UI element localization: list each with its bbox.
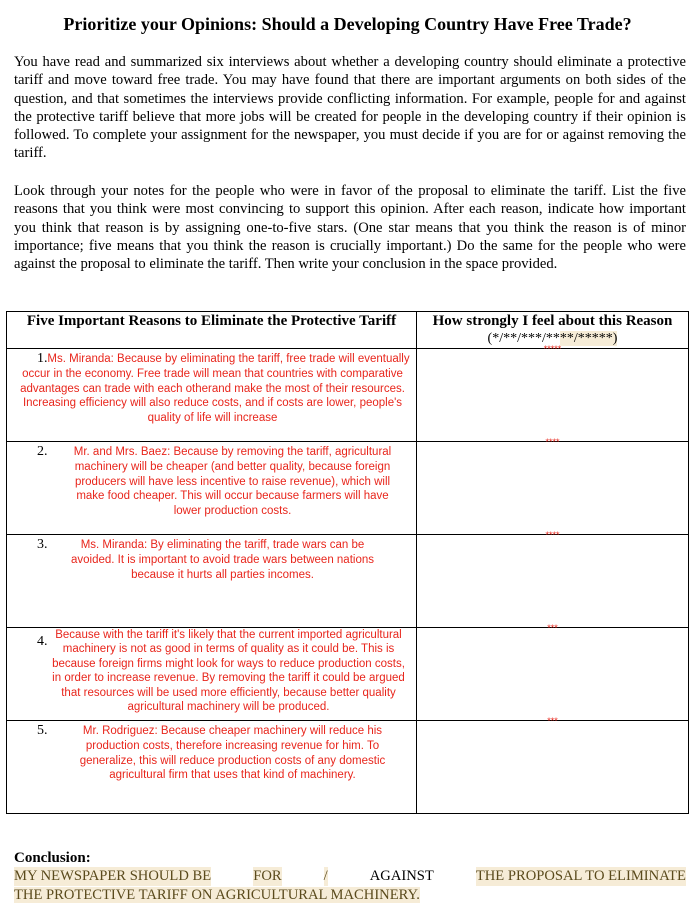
conclusion-for-option[interactable]: FOR [253,868,282,884]
table-row [7,349,689,442]
conclusion-slash: / [323,868,328,884]
star-rating: **** [545,530,560,540]
intro-paragraph: You have read and summarized six interviews about whether a developing country should eliminate a protective tariff and move toward free trade. You may have found that there are important arguments on both sides of the question, and that sometimes the interviews provide conflicting information. For example, people for and against the protective tariff believe that more jobs will be created for people in the developing country if their opinion is followed. To complete your assignment for the newspaper, you must decide if you are for or against removing the tariff. [14,54,686,162]
table-row [7,721,689,814]
strength-legend-part-a: (*/**/***/** [487,331,560,346]
reason-number: 2. [37,444,48,459]
strength-cell[interactable] [417,344,689,442]
strength-cell[interactable] [417,530,689,628]
reason-text: Ms. Miranda: By eliminating the tariff, trade wars can be avoided. It is important to avoid trade wars between nations because it hurts all parties incomes. [70,539,374,581]
conclusion-text [14,867,686,905]
reason-cell[interactable] [7,349,417,442]
header-strength-label: How strongly I feel about this Reason [432,313,673,329]
strength-cell[interactable] [417,623,689,721]
header-strength [417,312,689,349]
reason-text: Ms. Miranda: Because by eliminating the tariff, free trade will eventually occur in the economy. Free trade will mean that countries with comparative advantages can trade with each otherand make the most of their resources. Increasing efficiency will also reduce costs, and if costs are lower, people's quality of life will increase [20,353,410,425]
star-rating: *** [547,623,558,633]
table-header-row [7,312,689,349]
instructions-paragraph: Look through your notes for the people who were in favor of the proposal to eliminate the tariff. List the five reasons that you think were most convincing to support this opinion. After each reason, indicate how important you think that reason is by assigning one-to-five stars. (One star means that you think the reason is of minor importance; five means that you think the reason is crucially important.) Do the same for the people who were against the proposal to eliminate the tariff. Then write your conclusion in the space provided. [14,183,686,273]
conclusion-label: Conclusion: [14,850,91,866]
reason-number: 4. [37,634,48,649]
strength-cell[interactable] [417,437,689,535]
reason-cell[interactable] [7,535,417,628]
conclusion-part1: MY NEWSPAPER SHOULD BE [14,868,212,884]
table-row [7,442,689,535]
reason-text: Because with the tariff it's likely that the current imported agricultural machinery is not as good in terms of quality as it could be. This is because foreign firms might look for ways to reduce production costs, in order to increase revenue. By removing the tariff it could be argued that resources will be used more efficiently, because better quality agricultural machinery will be produced. [52,629,405,714]
conclusion-against-option[interactable]: AGAINST [369,868,434,884]
reason-text: Mr. Rodriguez: Because cheaper machinery will reduce his production costs, therefore increasing revenue for him. To generalize, this will reduce production costs of any domestic agricultural firm that uses that kind of machinery. [79,725,386,782]
reason-cell[interactable] [7,721,417,814]
star-rating: **** [545,437,560,447]
reason-cell[interactable] [7,628,417,721]
table-row [7,628,689,721]
reasons-table [6,311,689,814]
star-rating: *** [547,716,558,726]
reason-number: 1. [37,351,48,366]
strength-cell[interactable] [417,716,689,814]
reason-cell[interactable] [7,442,417,535]
header-reasons: Five Important Reasons to Eliminate the Protective Tariff [7,312,417,349]
reason-number: 5. [37,723,48,738]
reason-text: Mr. and Mrs. Baez: Because by removing the tariff, agricultural machinery will be cheaper (and better quality, because foreign producers will have less incentive to raise revenue), which will make food cheaper. This will occur because farmers will have lower production costs. [73,446,392,518]
page-title: Prioritize your Opinions: Should a Developing Country Have Free Trade? [63,14,632,34]
star-rating: ***** [543,344,562,354]
reason-number: 3. [37,537,48,552]
strength-legend-part-b: **/*****) [559,331,618,346]
conclusion-part2: THE PROPOSAL TO ELIMINATE [475,868,686,884]
table-row [7,535,689,628]
conclusion-part3: THE PROTECTIVE TARIFF ON AGRICULTURAL MACHINERY. [14,887,420,903]
